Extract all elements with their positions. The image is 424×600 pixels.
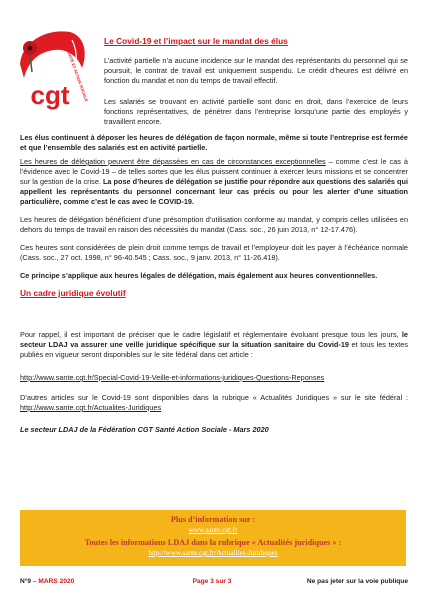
paragraph: L’activité partielle n’a aucune incidence sur le mandat des représentants du personnel qui se poursuit, le contrat de travail est uniquement suspendu. Le crédit d’heures est délivré en fonction du mandat et non du temps de travail effectif. (104, 56, 408, 85)
info-box (20, 510, 406, 566)
text: et tous les textes publiés en vigueur seront disponibles sur le site fédéral dans cet article : (20, 340, 408, 359)
cgt-logo (14, 22, 90, 118)
page-number: Page 3 sur 3 (192, 578, 232, 585)
issue-number: N°9 (20, 578, 32, 585)
section-title: Un cadre juridique évolutif (20, 288, 126, 298)
info-title: Plus d’information sur : (170, 515, 256, 524)
text: – comme c’est le cas à l’évidence avec le Covid-19 – de telles sortes que les élus puissent continuer à exercer leurs missions et se concentrer sur la gestion de la crise. (20, 157, 408, 186)
info-link-wrap (20, 549, 406, 557)
bold-text: le secteur LDAJ va assurer une veille juridique spécifique sur la situation sanitaire du Covid-19 (20, 330, 408, 349)
cgt-logo-text: cgt (30, 80, 70, 110)
covid-veille-link[interactable]: http://www.sante.cgt.fr/Special-Covid-19-Veille-et-informations-juridiques-Questions-Reponses (20, 373, 325, 382)
paragraph (20, 330, 408, 360)
footer-notice: Ne pas jeter sur la voie publique (306, 578, 408, 585)
paragraph (20, 157, 408, 207)
bold-text: La pose d’heures de délégation se justifie pour répondre aux questions des salariés qui appellent les représentants du personnel concernant leur cas précis ou pour les alerter d’une situation particulière, comme c’est le cas avec le COVID-19. (20, 177, 408, 206)
paragraph: Les heures de délégation bénéficient d’une présomption d’utilisation conforme au mandat, y compris celles utilisées en dehors du temps de travail en raison des nécessités du mandat (Cass. soc., 26 juin 2013, n° 12-17.476). (20, 215, 408, 234)
signature: Le secteur LDAJ de la Fédération CGT Santé Action Sociale - Mars 2020 (20, 425, 269, 434)
site-link[interactable]: www.sante.cgt.fr (188, 526, 238, 534)
paragraph: Ces heures sont considérées de plein droit comme temps de travail et l’employeur doit les payer à l’échéance normale (Cass. soc., 27 oct. 1998, n° 96-40.545 ; Cass. soc., 9 janv. 2013, n° 11-26.418). (20, 243, 408, 262)
info-link-wrap (20, 526, 406, 534)
bold-statement: Ce principe s’applique aux heures légales de délégation, mais également aux heures conventionnelles. (20, 271, 378, 280)
cgt-logo-graphic (14, 22, 90, 118)
link-line (20, 373, 408, 383)
text: Pour rappel, il est important de préciser que le cadre législatif et réglementaire évoluant presque tous les jours, (20, 330, 402, 339)
paragraph (20, 393, 408, 413)
underlined-text: Les heures de délégation peuvent être dépassées en cas de circonstances exceptionnelles (20, 157, 326, 166)
cgt-logo-arc-text: SANTÉ ET ACTION SOCIALE (65, 48, 90, 103)
issue-date: – MARS 2020 (31, 578, 75, 585)
main-body (20, 133, 408, 435)
section-title: Le Covid-19 et l’impact sur le mandat des élus (104, 36, 288, 46)
bold-statement: Les élus continuent à déposer les heures de délégation de façon normale, même si toute l’entreprise est fermée et que l’ensemble des salariés est en activité partielle. (20, 133, 408, 152)
paragraph: Les salariés se trouvant en activité partielle sont donc en droit, dans l’exercice de leurs fonctions représentatives, de pénétrer dans l’entreprise lorsqu’une partie des employés y travaillent encore. (104, 97, 408, 126)
actualites-juridiques-link[interactable]: http://www.sante.cgt.fr/Actualites-Juridiques (20, 403, 162, 412)
text: D’autres articles sur le Covid-19 sont disponibles dans la rubrique « Actualités Juridiques » sur le site fédéral : (20, 393, 408, 402)
info-title: Toutes les informations LDAJ dans la rubrique « Actualités juridiques » : (84, 538, 342, 547)
section-covid-mandate (104, 36, 408, 127)
actualites-link[interactable]: http://www.sante.cgt.fr/Actualites-Juridiques (148, 549, 278, 557)
